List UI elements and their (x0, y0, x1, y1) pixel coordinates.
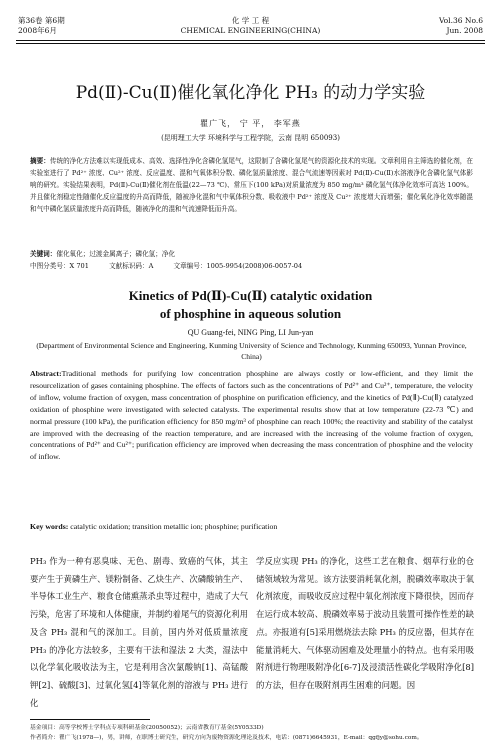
authors-en: QU Guang-fei, NING Ping, LI Jun-yan (187, 328, 314, 337)
abstract-en-text: Traditional methods for purifying low concentration phosphine are always costly or low-efficient, and they limit the resourcelization of gases containing phosphine. The effects of factors such as the concentrations of Pd²⁺ and Cu²⁺, temperature, the velocity of inflow, volume fraction of oxygen, mass concentration of phosphine on purification efficiency, and the kinetics of Pd(Ⅱ)-Cu(Ⅱ) catalyzed oxidation of phosphine were investigated with selected catalysts. The experimental results show that at low temperature (22-73 ℃) and normal pressure (100 kPa), the purification efficiency for 850 mg/m³ of phosphine can reach 100%; the reactivity and stability of the catalyst are improved with the decreasing of the reaction temperature, and are increased with the increasing of the volume fraction of oxygen, concentrations of Pd²⁺ and Cu²⁺; purification efficiency are improved when decreasing the mass concentration of phosphine and the velocity of inflow. (30, 369, 473, 462)
abstract-cn (30, 156, 473, 216)
journal-name (0, 16, 501, 36)
abstract-cn-label: 摘要： (30, 157, 50, 165)
header-rule-thin (16, 43, 485, 44)
clc-number: 中图分类号：X 701 (30, 262, 89, 270)
footnote-rule (30, 719, 150, 720)
paper-title-cn: Pd(Ⅱ)-Cu(Ⅱ)催化氧化净化 PH₃ 的动力学实验 (75, 83, 426, 103)
affiliation-en: (Department of Environmental Science and Engineering, Kunming University of Science and Technology, Kunming 650093, Yunnan Province, China) (36, 341, 467, 361)
title-en-line2: of phosphine in aqueous solution (159, 306, 342, 321)
keywords-en-text: catalytic oxidation; transition metallic ion; phosphine; purification (70, 522, 278, 531)
article-number: 文章编号：1005-9954(2008)06-0057-04 (173, 262, 303, 270)
keywords-en-label: Key words: (30, 522, 69, 531)
body-column-left: PH₃ 作为一种有恶臭味、无色、剧毒、致癌的气体，其主要产生于黄磷生产、镁粉制备、乙炔生产、次磷酸钠生产、半导体工业生产、粮食仓储熏蒸杀虫等过程中，造成了大气污染，危害了环境和人体健康，并制约着尾气的资源化利用及含 PH₃ 混和气的深加工。目前，国内外对低质量浓度 PH₃ 的净化方法较多，主要有干法和湿法 2 大类，湿法中以化学氧化吸收法为主，它是利用含次氯酸钠[1]、高锰酸钾[2]、硫酸[3]、过氧化氢[4]等氧化剂的溶液与 PH₃ 进行化 (30, 556, 248, 708)
classification-cn (30, 261, 473, 272)
date-en-line: Jun. 2008 (446, 26, 483, 35)
keywords-cn-text: 催化氧化；过渡金属离子；磷化氢；净化 (56, 250, 176, 258)
journal-name-cn: 化 学 工 程 (231, 16, 270, 25)
abstract-en (30, 368, 473, 463)
journal-name-en: CHEMICAL ENGINEERING(CHINA) (180, 26, 321, 35)
date-line: 2008年6月 (18, 26, 57, 35)
keywords-en (30, 521, 473, 532)
volume-line: 第36卷 第6期 (18, 16, 65, 25)
journal-volume-en (439, 16, 483, 36)
header-rule-thick (16, 40, 485, 41)
footnote-fund: 基金项目：高等学校博士学科点专项科研基金(20050052)；云南省教育厅基金(5Y0533D) (30, 725, 264, 731)
abstract-en-label: Abstract: (30, 369, 62, 378)
authors-cn: 瞿广飞， 宁 平， 李军燕 (200, 119, 301, 128)
volume-en-line: Vol.36 No.6 (438, 16, 483, 25)
keywords-cn-label: 关键词： (30, 250, 57, 258)
footnote-author: 作者简介：瞿广飞(1978—)，男，讲师，在职博士研究生，研究方向为废物资源化理论及技术，电话：(0871)6645931，E-mail：qgfjy@sohu.com。 (30, 735, 423, 741)
keywords-cn (30, 249, 473, 260)
paper-title-en (0, 287, 501, 323)
abstract-cn-text: 传统的净化方法难以实现低成本、高效、选择性净化含磷化氢尾气，这限制了含磷化氢尾气的资源化技术的实现。文章利用自主筛选的催化剂，在实验室进行了 Pd²⁺ 浓度、Cu²⁺ 浓度、反应温度、混和气氧体积分数、磷化氢质量浓度、混合气流速等因素对 Pd(Ⅱ)-Cu(Ⅱ)水溶液净化含磷化氢气体影响的研究。实验结果表明，Pd(Ⅱ)-Cu(Ⅱ)催化剂在低温(22—73 ℃)、常压下(100 kPa)对质量浓度为 850 mg/m³ 磷化氢气体净化效率可高达 100%。并且催化剂稳定性随催化反应温度的升高而降低，随被净化混和气中氧体积分数、吸收液中 Pd²⁺ 浓度及 Cu²⁺ 浓度增大而增强；催化氧化净化效率随混和气中磷化氢质量浓度升高而降低，随被净化的混和气流速降低而升高。 (30, 157, 474, 213)
affiliation-cn: (昆明理工大学 环境科学与工程学院，云南 昆明 650093) (161, 134, 340, 142)
body-column-right: 学反应实现 PH₃ 的净化，这些工艺在粮食、烟草行业的仓储领域较为常见。该方法要消耗氧化剂，脱磷效率取决于氧化剂浓度，而吸收反应过程中氧化剂浓度下降很快，因而存在运行成本较高、脱磷效率易于波动且装置可操作性差的缺点。亦报道有[5]采用燃烧法去除 PH₃ 的反应器，但其存在能量消耗大、气体驱动困难及处理量小的特点。也有采用吸附剂进行物理吸附净化[6-7]及浸渍活性碳化学吸附净化[8]的方法，但存在吸附剂再生困难的问题。因 (256, 556, 474, 690)
title-en-line1: Kinetics of Pd(Ⅱ)-Cu(Ⅱ) catalytic oxidation (128, 288, 373, 303)
document-code: 文献标识码：A (109, 262, 154, 270)
